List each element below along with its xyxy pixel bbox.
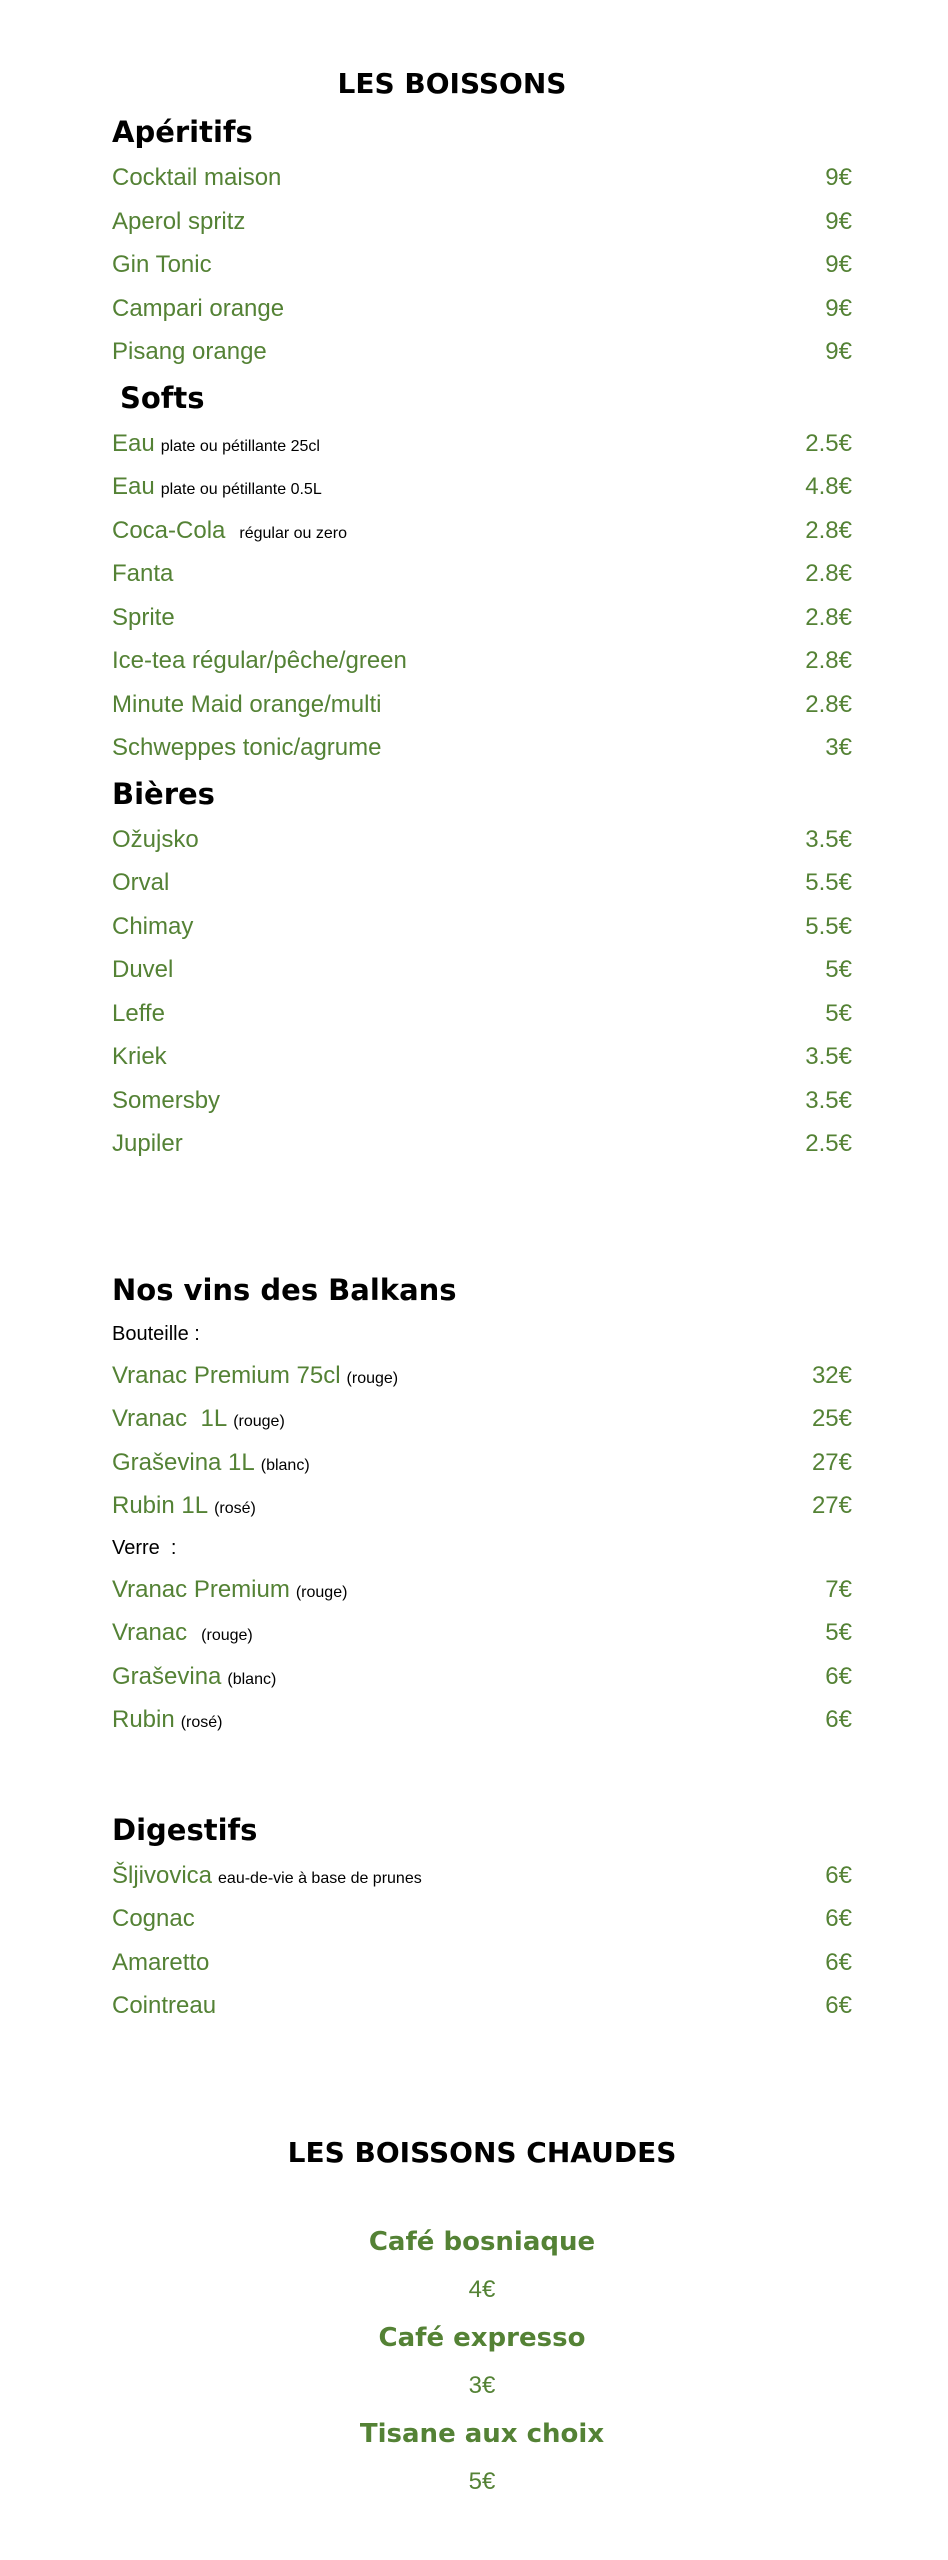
item-price: 6€	[825, 1861, 852, 1889]
item-note: (blanc)	[260, 1456, 310, 1474]
item-name: Aperol spritz	[112, 207, 246, 235]
wine-glass-list	[112, 1568, 852, 1742]
item-note: (blanc)	[227, 1670, 277, 1688]
item-price: 27€	[811, 1492, 852, 1519]
bottle-label: Bouteille :	[112, 1322, 200, 1345]
item-price: 3€	[825, 734, 852, 761]
item-note: plate ou pétillante 0.5L	[160, 481, 322, 498]
item-name: Vranac Premium	[112, 1575, 290, 1603]
item-price: 6€	[825, 1662, 852, 1690]
menu-item	[112, 1897, 852, 1941]
item-name: Somersby	[112, 1086, 221, 1114]
menu-item	[112, 1698, 852, 1742]
menu-item	[112, 1122, 852, 1166]
item-name: Vranac 1L	[112, 1405, 228, 1432]
item-name: Graševina 1L	[112, 1448, 255, 1476]
section-title-softs: Softs	[120, 380, 205, 415]
item-price: 2.8€	[805, 690, 852, 718]
item-price: 5.5€	[805, 869, 852, 896]
menu-item	[112, 1079, 852, 1123]
menu-item	[112, 465, 852, 509]
item-price: 2.5€	[805, 429, 852, 457]
item-price: 6€	[825, 1948, 852, 1976]
menu-item	[112, 1611, 852, 1655]
menu-item	[112, 243, 852, 287]
hot-drink-item	[112, 2314, 852, 2410]
item-note: plate ou pétillante 25cl	[160, 437, 320, 455]
item-name: Coca-Cola	[112, 516, 226, 544]
item-note: (rosé)	[180, 1714, 223, 1731]
softs-list	[112, 422, 852, 770]
item-note: (rouge)	[201, 1627, 253, 1644]
menu-item	[112, 509, 852, 553]
item-name: Chimay	[112, 912, 194, 940]
menu-item	[112, 1441, 852, 1485]
item-name: Vranac Premium 75cl	[112, 1361, 341, 1389]
item-price: 5€	[825, 999, 852, 1027]
hot-drink-item	[112, 2218, 852, 2314]
menu-item	[112, 200, 852, 244]
menu-item	[112, 1484, 852, 1528]
menu-item	[112, 948, 852, 992]
item-price: 3.5€	[805, 825, 852, 853]
item-name: Duvel	[112, 956, 174, 983]
bieres-list	[112, 818, 852, 1166]
drinks-menu	[112, 60, 852, 2506]
item-name: Ožujsko	[112, 825, 199, 853]
menu-item	[112, 639, 852, 683]
hot-drink-price: 5€	[468, 2467, 496, 2495]
item-name: Minute Maid orange/multi	[112, 690, 382, 718]
item-note: régular ou zero	[239, 524, 348, 542]
item-name: Gin Tonic	[112, 251, 212, 278]
menu-item	[112, 1354, 852, 1398]
wine-bottle-list	[112, 1354, 852, 1528]
hot-drink-name: Café bosniaque	[368, 2226, 596, 2257]
menu-item	[112, 1941, 852, 1985]
aperitifs-list	[112, 156, 852, 374]
item-name: Ice-tea régular/pêche/green	[112, 647, 407, 674]
hot-drink-price: 3€	[468, 2371, 496, 2399]
item-note: (rouge)	[295, 1583, 348, 1601]
menu-item	[112, 683, 852, 727]
item-price: 2.8€	[805, 516, 852, 544]
digestifs-list	[112, 1854, 852, 2028]
item-name: Rubin 1L	[112, 1492, 209, 1519]
item-name: Leffe	[112, 999, 165, 1027]
item-note: (rosé)	[214, 1500, 256, 1517]
item-price: 5€	[825, 956, 852, 983]
item-price: 9€	[825, 294, 852, 322]
item-note: eau-de-vie à base de prunes	[218, 1869, 422, 1887]
item-name: Sprite	[112, 603, 175, 631]
menu-item	[112, 992, 852, 1036]
menu-item	[112, 905, 852, 949]
menu-item	[112, 818, 852, 862]
menu-item	[112, 552, 852, 596]
menu-item	[112, 596, 852, 640]
section-spacer	[112, 1166, 852, 1266]
menu-item	[112, 726, 852, 770]
item-name: Orval	[112, 869, 170, 896]
item-price: 9€	[825, 338, 852, 365]
menu-item	[112, 1984, 852, 2028]
menu-item	[112, 1655, 852, 1699]
item-price: 3.5€	[805, 1086, 852, 1114]
menu-item	[112, 156, 852, 200]
item-name: Amaretto	[112, 1948, 210, 1976]
item-price: 5€	[825, 1619, 852, 1646]
menu-item	[112, 422, 852, 466]
menu-item	[112, 1854, 852, 1898]
item-price: 9€	[825, 207, 852, 235]
item-price: 2.8€	[805, 647, 852, 674]
menu-item	[112, 1397, 852, 1441]
section-title-vins: Nos vins des Balkans	[112, 1272, 457, 1307]
hot-drink-price: 4€	[468, 2275, 496, 2303]
page-title: LES BOISSONS	[337, 67, 567, 100]
item-price: 9€	[825, 251, 852, 278]
item-name: Eau	[112, 473, 155, 500]
menu-item	[112, 861, 852, 905]
item-price: 6€	[825, 1992, 852, 2019]
item-name: Graševina	[112, 1662, 222, 1690]
menu-item	[112, 1035, 852, 1079]
item-price: 9€	[825, 164, 852, 191]
item-price: 27€	[811, 1448, 852, 1476]
item-name: Šljivovica	[112, 1861, 213, 1889]
section-spacer	[112, 2028, 852, 2128]
item-note: (rouge)	[233, 1413, 285, 1430]
item-price: 3.5€	[805, 1043, 852, 1070]
hot-drink-name: Café expresso	[378, 2322, 586, 2353]
glass-label: Verre :	[112, 1536, 177, 1559]
item-price: 7€	[825, 1575, 852, 1603]
section-spacer	[112, 1742, 852, 1806]
section-title-bieres: Bières	[112, 776, 215, 811]
item-note: (rouge)	[346, 1369, 399, 1387]
item-price: 5.5€	[805, 912, 852, 940]
item-price: 4.8€	[805, 473, 852, 500]
menu-item	[112, 1568, 852, 1612]
item-name: Schweppes tonic/agrume	[112, 734, 382, 761]
item-name: Jupiler	[112, 1130, 183, 1157]
menu-item	[112, 287, 852, 331]
section-title-aperitifs: Apéritifs	[112, 115, 253, 149]
item-name: Fanta	[112, 560, 174, 587]
item-name: Campari orange	[112, 294, 285, 322]
section-title-digestifs: Digestifs	[112, 1812, 258, 1847]
item-name: Pisang orange	[112, 338, 267, 365]
item-name: Cocktail maison	[112, 164, 282, 191]
hot-drink-item	[112, 2410, 852, 2506]
item-price: 25€	[811, 1405, 852, 1432]
item-price: 6€	[825, 1905, 852, 1932]
menu-item	[112, 330, 852, 374]
item-price: 2.8€	[805, 560, 852, 587]
hot-drink-name: Tisane aux choix	[359, 2418, 605, 2449]
item-price: 32€	[811, 1361, 852, 1389]
hot-drinks-title: LES BOISSONS CHAUDES	[287, 2135, 677, 2169]
item-price: 2.5€	[805, 1130, 852, 1157]
item-name: Rubin	[112, 1706, 175, 1733]
item-price: 2.8€	[805, 603, 852, 631]
item-name: Vranac	[112, 1619, 188, 1646]
hot-drinks-list	[112, 2218, 852, 2506]
item-name: Cointreau	[112, 1992, 217, 2019]
item-name: Eau	[112, 429, 155, 457]
item-price: 6€	[825, 1706, 852, 1733]
item-name: Kriek	[112, 1043, 167, 1070]
item-name: Cognac	[112, 1905, 195, 1932]
